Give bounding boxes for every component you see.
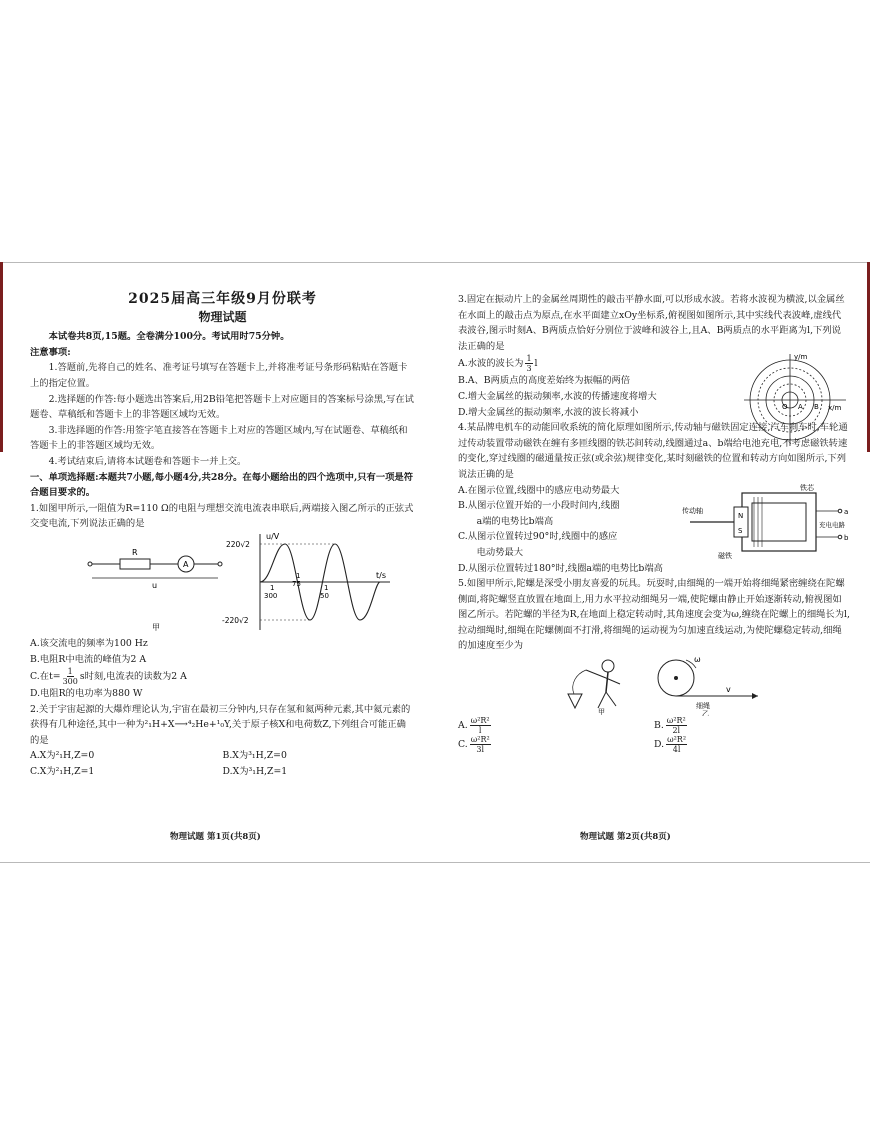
question-5-options-row-2 [458,735,850,754]
top-view [658,655,758,716]
question-2-options-row-2 [30,764,415,780]
rope-label: 细绳 [696,702,710,711]
notice-item: 1.答题前,先将自己的姓名、准考证号填写在答题卡上,并将准考证号条形码粘贴在答题卡上的指定位置。 [30,362,408,389]
voltage-label: u [152,580,158,590]
question-3-option-c: C.增大金属丝的振动频率,水波的传播速度将增大 [458,390,657,402]
question-4-option-d: D.从图示位置转过180°时,线圈a端的电势比b端高 [458,562,663,574]
right-page [458,292,850,754]
circuit-diagram [88,548,222,632]
fraction: $\frac{1}{300}$ [62,667,78,687]
question-2-options-row-1 [30,748,415,764]
x-tick-3-num: 1 [324,583,329,592]
terminal-a-label: a [844,507,849,516]
magnet-label: 磁铁 [718,551,732,560]
spinning-top-figure [458,654,850,716]
fraction: $\frac{1}{3}$ [526,354,532,374]
question-2-option-c: C.X为²₁H,Z=1 [30,766,95,778]
ammeter-label: A [183,559,189,569]
y-axis-label: u/V [266,531,280,541]
y-min-label: -220√2 [222,615,249,625]
question-5-stem: 5.如图甲所示,陀螺是深受小朋友喜爱的玩具。玩耍时,由细绳的一端开始将细绳紧密缠绕在陀螺侧面,将陀螺竖直放置在地面上,用力水平拉动细绳另一端,使陀螺由静止开始逐渐转动,俯视图如图乙所示。若陀螺的半径为R,在地面上稳定转动时,其角速度会变为ω,缠绕在陀螺上的细绳长为l,拉动细绳时,细绳在陀螺侧面不打滑,将细绳的运动视为匀加速直线运动,为使陀螺稳定转动,细绳的加速度至少为 [458,578,850,652]
shaft-label: 传动轴 [682,506,703,515]
question-5-option-b: B. $\frac{\text{ω²R²}}{2l}$ [654,716,686,736]
question-1-option-d: D.电阻R的电功率为880 W [30,688,143,700]
question-2-option-b: B.X为³₁H,Z=0 [222,750,287,762]
top-border [0,262,870,263]
footer-right: 物理试题 第2页(共8页) [580,832,671,842]
left-page [30,292,415,780]
waveform-graph [222,532,390,630]
section-heading: 一、单项选择题:本题共7小题,每小题4分,共28分。在每小题给出的四个选项中,只有一项是符合题目要求的。 [30,471,414,499]
figure-label-yi: 乙 [702,710,709,717]
exam-title: 2025届高三年级9月份联考 [128,291,317,307]
question-4-option-c: C.从图示位置转过90°时,线圈中的感应 [458,531,618,543]
y-max-label: 220√2 [226,539,250,549]
notice-item: 4.考试结束后,请将本试题卷和答题卡一并上交。 [48,455,247,467]
notice-item: 3.非选择题的作答:用签字笔直接答在答题卡上对应的答题区域内,写在试题卷、草稿纸和答题卡上的非答题区域均无效。 [30,424,408,452]
option-c-suffix: s时刻,电流表的读数为2 A [79,671,187,683]
x-axis-label: t/s [376,570,386,580]
question-3-stem: 3.固定在振动片上的金属丝周期性的敲击平静水面,可以形成水波。若将水波视为横波,以金属丝在水面上的敲击点为原点,在水平面建立xOy坐标系,俯视图如图所示,其中实线代表波峰,虚线代表波谷,图示时刻A、B两质点恰好分别位于波峰和波谷上,且A、B两质点的水平距离为l,下列说法正确的是 [458,294,845,352]
question-1-stem: 1.如图甲所示,一阻值为R=110 Ω的电阻与理想交流电流表串联后,两端接入图乙所示的正弦式交变电流,下列说法正确的是 [30,502,414,530]
north-pole-label: N [738,511,744,520]
wave-origin-label: O [782,403,788,412]
wave-y-label: y/m [794,353,808,362]
circuit-and-waveform [30,532,415,632]
x-tick-3-den: 50 [320,591,329,600]
question-4-stem: 4.某品牌电机车的动能回收系统的简化原理如图所示,传动轴与磁铁固定连接,汽车刹车时,车轮通过传动装置带动磁铁在缠有多匝线圈的铁芯间转动,线圈通过a、b端给电池充电,不考虑磁铁转速的变化,穿过线圈的磁通量按正弦(或余弦)规律变化,某时刻磁铁的位置和转动方向如图所示,下列说法正确的是 [458,422,848,480]
notice-heading: 注意事项: [30,346,71,358]
question-3-option-b: B.A、B两质点的高度差始终为振幅的两倍 [458,375,631,387]
question-5-options-row-1 [458,716,850,735]
x-tick-2-num: 1 [296,571,301,580]
wave-x-label: x/m [828,404,842,413]
question-3-option-d: D.增大金属丝的振动频率,水波的波长将减小 [458,406,639,418]
velocity-label: v [726,685,731,695]
figure-label-jia: 甲 [152,622,160,632]
question-4-option-b-cont: a端的电势比b端高 [476,515,554,527]
fraction: $\frac{\text{ω²R²}}{3l}$ [470,735,490,755]
notice-item: 2.选择题的作答:每小题选出答案后,用2B铅笔把答题卡上对应题目的答案标号涂黑,写在试题卷、草稿纸和答题卡上的非答题区域均无效。 [30,393,414,421]
resistor-symbol [120,559,150,569]
question-4-option-c-cont: 电动势最大 [476,546,524,558]
x-tick-2-den: 75 [292,579,301,588]
footer-left: 物理试题 第1页(共8页) [170,832,261,842]
question-1-figure [30,532,415,632]
wave-circles-figure [740,350,850,450]
fraction: $\frac{\text{ω²R²}}{2l}$ [666,716,686,736]
question-4-option-b: B.从图示位置开始的一小段时间内,线圈 [458,500,620,512]
question-5-figure [458,654,850,716]
question-4-option-a: A.在图示位置,线圈中的感应电动势最大 [458,484,620,496]
x-tick-1-num: 1 [270,583,275,592]
option-c-prefix: C.在t= [30,671,61,683]
question-5-option-c: C. $\frac{\text{ω²R²}}{3l}$ [458,735,490,755]
fraction: $\frac{\text{ω²R²}}{l}$ [470,716,490,736]
figure-label-jia: 甲 [598,708,605,717]
wave-point-a: A [798,403,803,412]
omega-label: ω [694,655,701,665]
resistor-label: R [132,547,138,557]
bottom-border [0,862,870,863]
south-pole-label: S [738,526,743,535]
circuit-label: 充电电路 [819,520,845,529]
wave-point-b: B [814,403,819,412]
x-tick-1-den: 300 [264,591,278,600]
question-1-option-a: A.该交流电的频率为100 Hz [30,637,148,649]
question-1-option-b: B.电阻R中电流的峰值为2 A [30,653,147,665]
terminal-b-label: b [844,533,849,542]
question-3-option-a: A.水波的波长为 $\frac{1}{3}$ l [458,354,538,374]
question-5-option-a: A. $\frac{\text{ω²R²}}{l}$ [458,716,490,736]
left-edge-mark [0,262,3,452]
question-2-option-d: D.X为³₁H,Z=1 [222,766,288,778]
question-5-option-d: D. $\frac{\text{ω²R²}}{4l}$ [654,735,687,755]
exam-subtitle: 物理试题 [198,309,247,324]
child-with-top [568,660,620,716]
fraction: $\frac{\text{ω²R²}}{4l}$ [667,735,687,755]
exam-intro: 本试卷共8页,15题。全卷满分100分。考试用时75分钟。 [48,331,290,343]
question-1-option-c [30,667,415,686]
question-2-option-a: A.X为²₁H,Z=0 [30,750,95,762]
core-label: 铁芯 [800,483,814,492]
generator-figure [680,483,850,561]
question-2-stem: 2.关于宇宙起源的大爆炸理论认为,宇宙在最初三分钟内,只存在氢和氦两种元素,其中氦元素的获得有几种途径,其中一种为²₁H+X⟶⁴₂He+¹₀Y,关于原子核X和电荷数Z,下列组合可能正确的是 [30,703,411,746]
